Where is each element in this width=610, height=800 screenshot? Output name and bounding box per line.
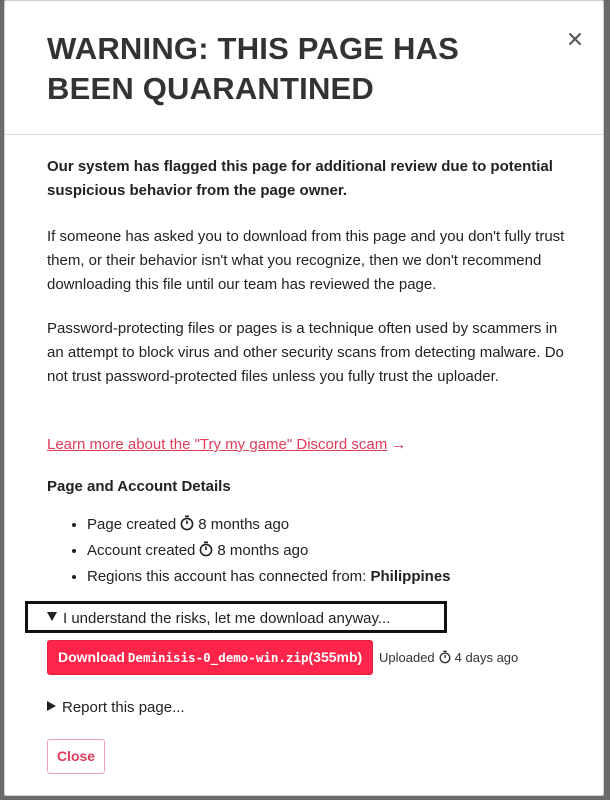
- close-icon[interactable]: [563, 27, 587, 51]
- trust-paragraph: If someone has asked you to download from this page and you don't fully trust them, or their behavior isn't what you recognize, then we don't recommend downloading this file until our team has reviewed the page.: [47, 228, 565, 293]
- detail-regions: [87, 565, 567, 589]
- timer-icon: [180, 515, 194, 539]
- detail-value: 8 months ago: [198, 516, 290, 533]
- download-filename: Deminisis-0_demo-win.zip: [127, 650, 309, 665]
- quarantine-warning-dialog: [4, 0, 604, 796]
- detail-page-created: [87, 513, 567, 539]
- detail-value: Philippines: [370, 568, 451, 585]
- download-button-prefix: Download: [58, 649, 125, 665]
- detail-label: Regions this account has connected from:: [87, 568, 367, 585]
- detail-account-created: [87, 539, 567, 565]
- dialog-header: [5, 1, 603, 135]
- upload-time: [379, 646, 518, 672]
- arrow-right-icon: →: [391, 436, 407, 453]
- warning-lead-paragraph: Our system has flagged this page for additional review due to potential suspicious behavior from the page owner.: [47, 158, 553, 199]
- triangle-right-icon: [47, 701, 56, 711]
- download-anyway-label: I understand the risks, let me download anyway...: [63, 610, 391, 627]
- dialog-title: WARNING: THIS PAGE HAS BEEN QUARANTINED: [47, 31, 460, 106]
- download-filesize: (355mb): [308, 649, 363, 665]
- report-page-toggle[interactable]: [47, 696, 185, 720]
- details-heading: Page and Account Details: [47, 478, 231, 495]
- detail-value: 8 months ago: [217, 542, 309, 559]
- learn-more-link[interactable]: [47, 433, 406, 457]
- detail-label: Account created: [87, 542, 196, 559]
- report-page-label: Report this page...: [62, 699, 185, 716]
- timer-icon: [199, 541, 213, 565]
- close-button[interactable]: Close: [47, 739, 105, 774]
- triangle-down-icon: [47, 612, 57, 621]
- detail-label: Page created: [87, 516, 177, 533]
- password-paragraph: Password-protecting files or pages is a technique often used by scammers in an attempt to block virus and other security scans from detecting malware. Do not trust password-protected files unless you fully trust the uploader.: [47, 320, 564, 385]
- download-file-button[interactable]: [47, 640, 373, 675]
- details-list: [47, 513, 567, 589]
- uploaded-label: Uploaded: [379, 650, 435, 665]
- uploaded-value: 4 days ago: [454, 650, 519, 665]
- download-anyway-toggle[interactable]: [47, 607, 390, 631]
- timer-icon: [439, 648, 451, 672]
- learn-more-link-text: Learn more about the "Try my game" Discord scam: [47, 436, 388, 453]
